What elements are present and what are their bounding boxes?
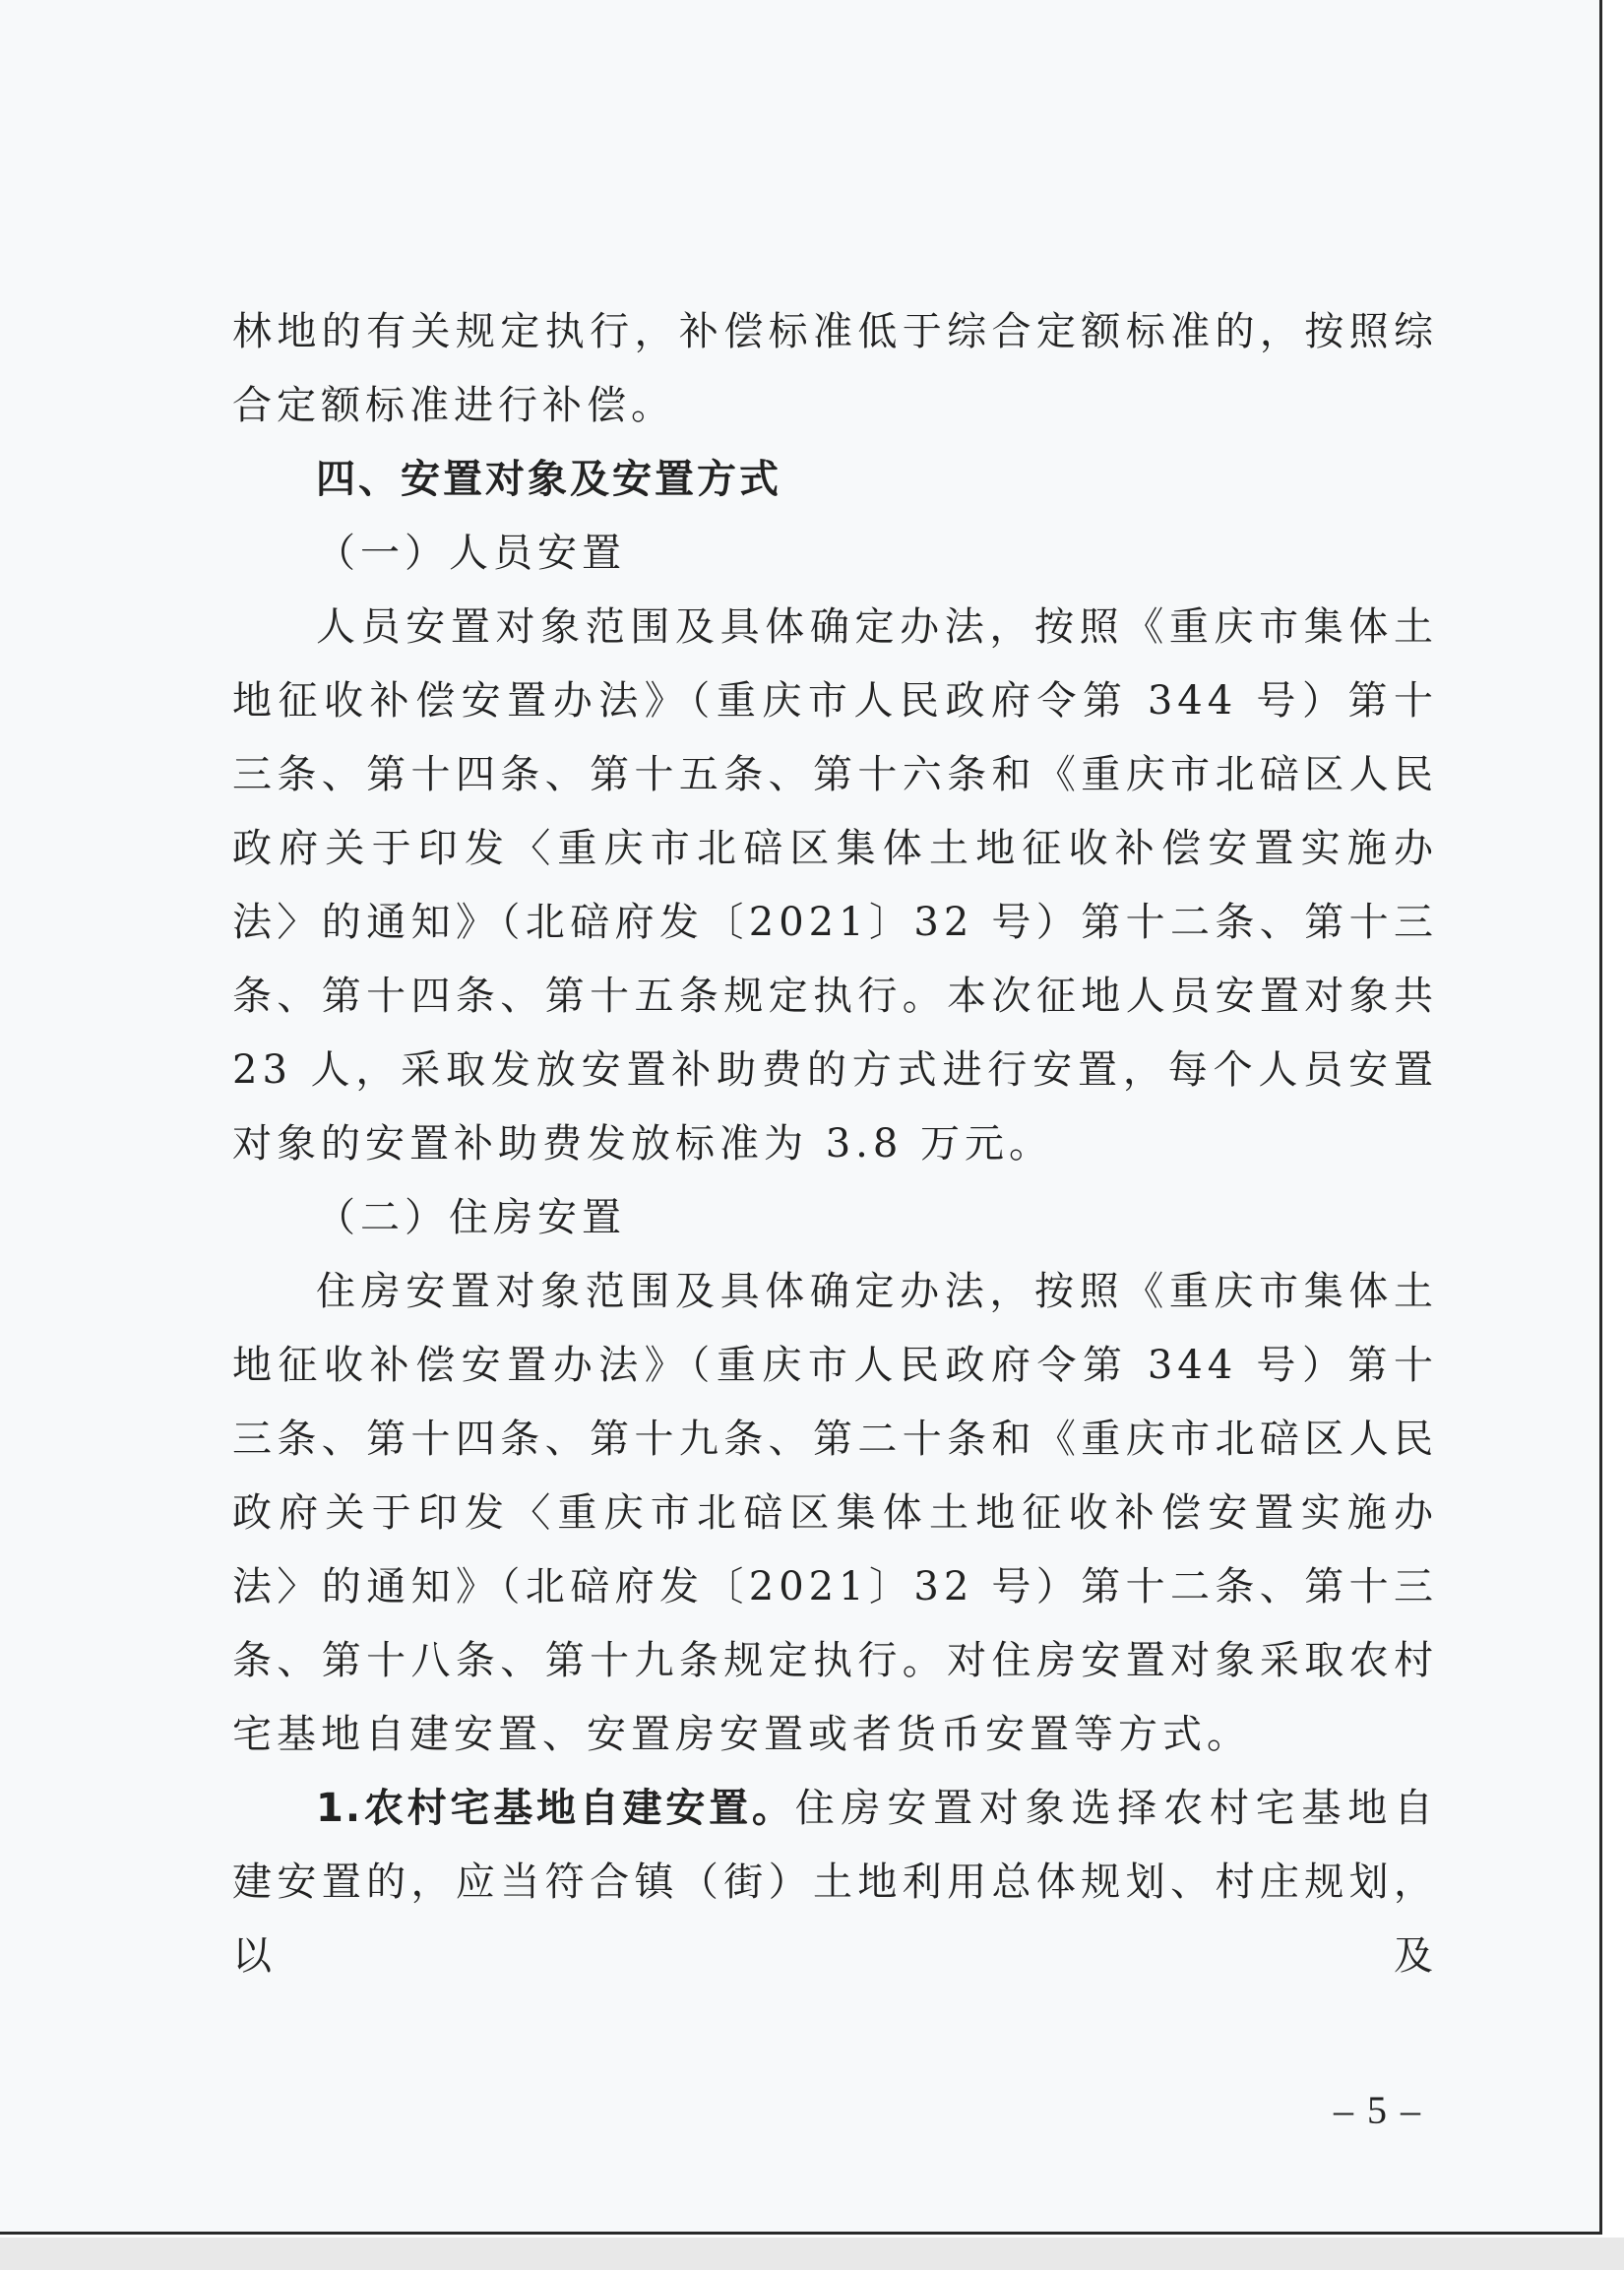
- homestead-body-text: 住房安置对象选择农村宅基地自建安置的，应当符合镇（街）土地利用总体规划、村庄规划，以及: [232, 1786, 1439, 1979]
- paragraph-homestead-resettlement: [232, 1772, 1438, 1993]
- paragraph-personnel-resettlement: 人员安置对象范围及具体确定办法，按照《重庆市集体土地征收补偿安置办法》（重庆市人民政府令第 344 号）第十三条、第十四条、第十五条、第十六条和《重庆市北碚区人民政府关于印发〈重庆市北碚区集体土地征收补偿安置实施办法〉的通知》（北碚府发〔2021〕32 号）第十二条、第十三条、第十四条、第十五条规定执行。本次征地人员安置对象共 23 人，采取发放安置补助费的方式进行安置，每个人员安置对象的安置补助费发放标准为 3.8 万元。: [232, 604, 1438, 1167]
- document-body: [232, 295, 1438, 1993]
- section-heading-resettlement: 四、安置对象及安置方式: [316, 457, 781, 502]
- paragraph-forest-compensation: 林地的有关规定执行，补偿标准低于综合定额标准的，按照综合定额标准进行补偿。: [232, 309, 1438, 428]
- homestead-lead-text: 1.农村宅基地自建安置。: [316, 1786, 795, 1831]
- scan-margin-right: [1605, 0, 1624, 2270]
- subheading-housing-resettlement: （二）住房安置: [316, 1195, 626, 1240]
- subheading-personnel-resettlement: （一）人员安置: [316, 531, 626, 576]
- page-number: – 5 –: [1334, 2088, 1422, 2132]
- scan-margin-bottom: [0, 2238, 1624, 2270]
- paragraph-housing-resettlement: 住房安置对象范围及具体确定办法，按照《重庆市集体土地征收补偿安置办法》（重庆市人民政府令第 344 号）第十三条、第十四条、第十九条、第二十条和《重庆市北碚区人民政府关于印发〈重庆市北碚区集体土地征收补偿安置实施办法〉的通知》（北碚府发〔2021〕32 号）第十二条、第十三条、第十八条、第十九条规定执行。对住房安置对象采取农村宅基地自建安置、安置房安置或者货币安置等方式。: [232, 1269, 1438, 1757]
